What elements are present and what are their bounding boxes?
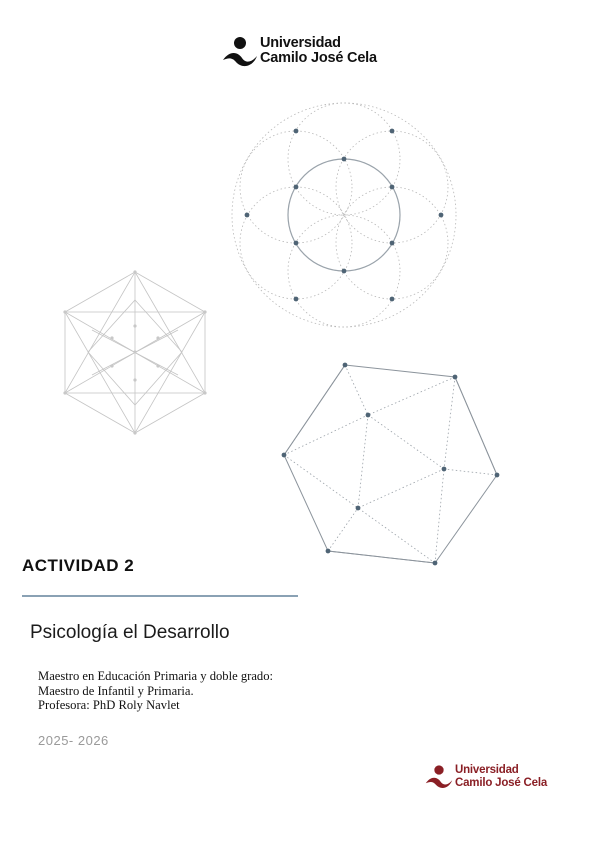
university-logo-bottom — [425, 764, 565, 792]
flower-dots — [245, 129, 444, 302]
logo-bottom-line-1: Universidad — [455, 764, 519, 776]
icosahedron-figure — [284, 365, 497, 563]
details-line-1: Maestro en Educación Primaria y doble grado: — [38, 669, 274, 683]
logo-line-1: Universidad — [260, 35, 341, 51]
activity-title: ACTIVIDAD 2 — [22, 556, 135, 575]
flower-of-life-figure — [232, 103, 456, 327]
university-logo-icon — [425, 764, 453, 790]
icosahedron-dots — [282, 363, 500, 566]
logo-bottom-line-2: Camilo José Cela — [455, 776, 548, 789]
logo-wordmark-bottom — [455, 764, 547, 789]
logo-line-2: Camilo José Cela — [260, 50, 377, 66]
program-details — [38, 669, 273, 713]
title-divider — [22, 595, 298, 597]
flower-center-circle — [288, 159, 400, 271]
details-line-3: Profesora: PhD Roly Navlet — [38, 698, 180, 712]
icosahedron-inner-lines — [284, 365, 497, 563]
subject-title: Psicología el Desarrollo — [30, 622, 230, 643]
icosahedron-solid-lines — [284, 365, 497, 563]
academic-year: 2025- 2026 — [38, 733, 109, 748]
details-line-2: Maestro de Infantil y Primaria. — [38, 683, 194, 698]
